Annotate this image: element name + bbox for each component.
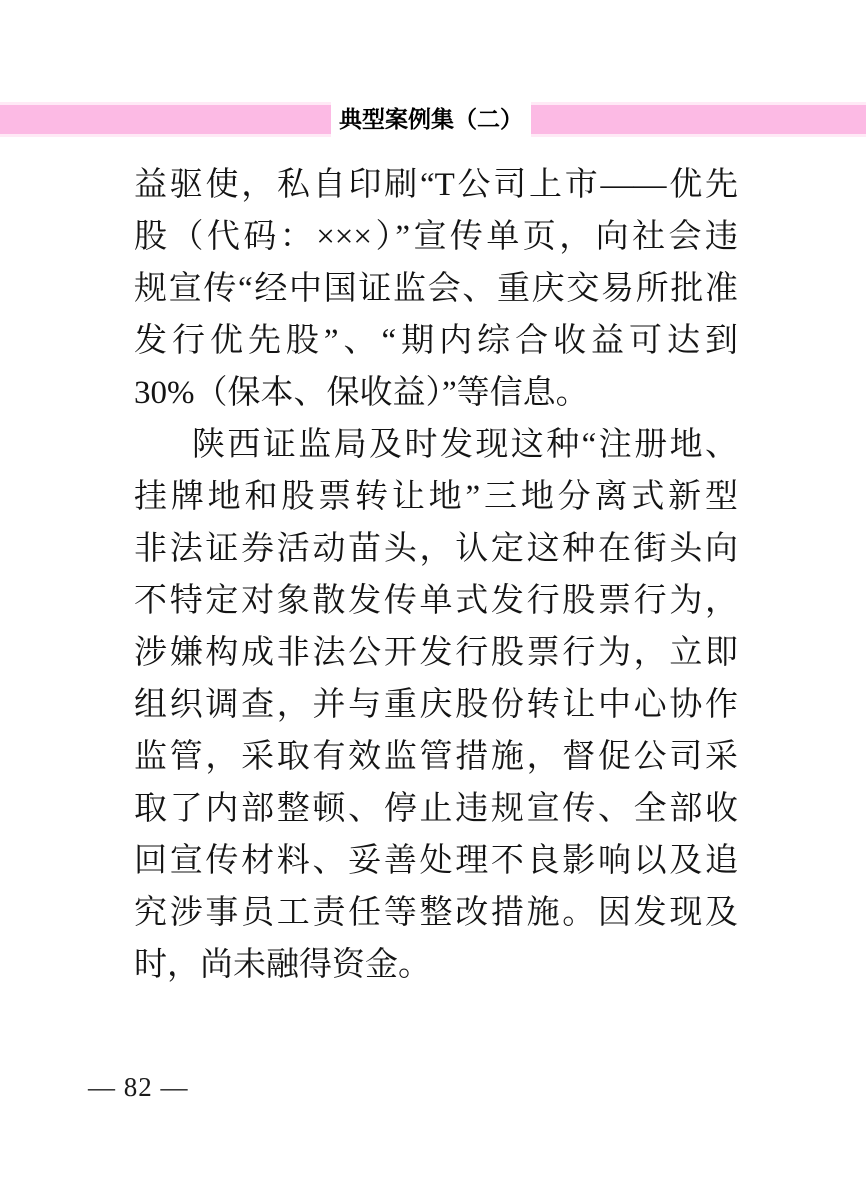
text-line: 不特定对象散发传单式发行股票行为， <box>134 583 738 619</box>
body-text <box>134 159 738 991</box>
text-line: 究涉事员工责任等整改措施。因发现及 <box>134 895 738 931</box>
running-head <box>0 0 866 140</box>
header-rule-left <box>0 105 331 134</box>
text-line: 挂牌地和股票转让地”三地分离式新型 <box>134 479 738 515</box>
text-line: 规宣传“经中国证监会、重庆交易所批准 <box>134 271 738 307</box>
text-line: 陕西证监局及时发现这种“注册地、 <box>192 427 738 463</box>
text-line: 监管，采取有效监管措施，督促公司采 <box>134 739 738 775</box>
text-line: 涉嫌构成非法公开发行股票行为，立即 <box>134 635 738 671</box>
text-line: 非法证券活动苗头，认定这种在街头向 <box>134 531 738 567</box>
running-head-title: 典型案例集（二） <box>339 107 523 132</box>
text-line: 益驱使，私自印刷“T公司上市——优先 <box>134 167 738 203</box>
text-line: 30%（保本、保收益）”等信息。 <box>134 375 589 411</box>
text-line: 组织调查，并与重庆股份转让中心协作 <box>134 687 738 723</box>
text-line: 时，尚未融得资金。 <box>134 947 431 983</box>
text-line: 股（代码：×××）”宣传单页，向社会违 <box>134 219 738 255</box>
page-number: — 82 — <box>88 1072 189 1102</box>
paragraph-2 <box>134 419 738 991</box>
text-line: 发行优先股”、“期内综合收益可达到 <box>134 323 738 359</box>
paragraph-1 <box>134 159 738 419</box>
text-line: 取了内部整顿、停止违规宣传、全部收 <box>134 791 738 827</box>
text-line: 回宣传材料、妥善处理不良影响以及追 <box>134 843 738 879</box>
header-rule-right <box>531 105 866 134</box>
